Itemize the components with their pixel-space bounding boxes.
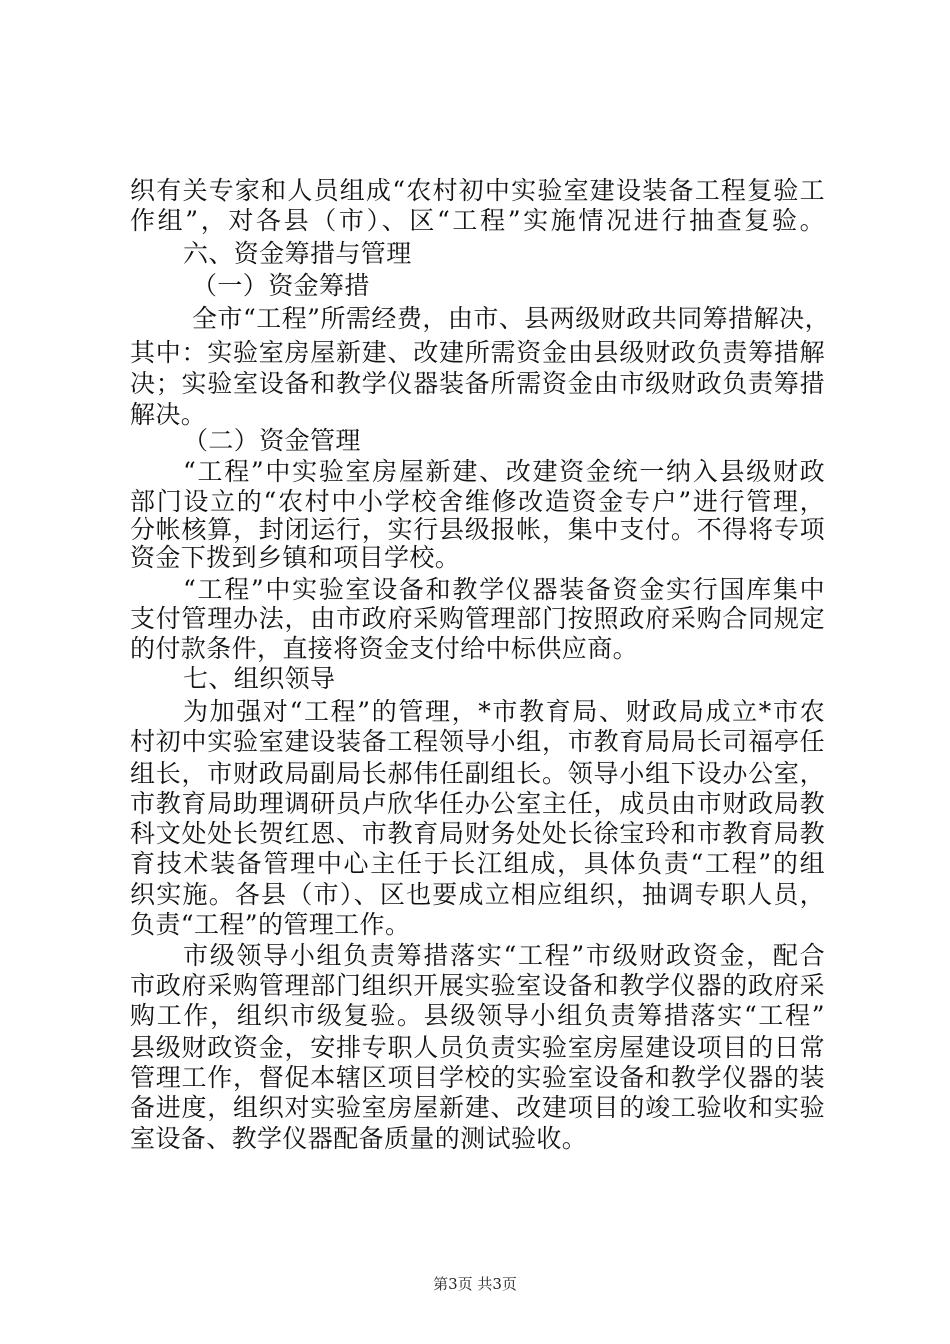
subsection-heading: （二）资金管理: [183, 426, 361, 455]
body-line: 作组”，对各县（市）、区“工程”实施情况进行抽查复验。: [130, 206, 825, 235]
paragraph-first-line: “工程”中实验室房屋新建、改建资金统一纳入县级财政: [183, 457, 825, 486]
section-heading: 六、资金筹措与管理: [183, 239, 412, 268]
body-line: 部门设立的“农村中小学校舍维修改造资金专户”进行管理，: [130, 487, 825, 516]
body-line: 其中：实验室房屋新建、改建所需资金由县级财政负责筹措解: [130, 338, 825, 367]
paragraph-first-line: 全市“工程”所需经费，由市、县两级财政共同筹措解决，: [192, 304, 830, 333]
paragraph-first-line: 市级领导小组负责筹措落实“工程”市级财政资金，配合: [183, 941, 825, 970]
body-line: 市教育局助理调研员卢欣华任办公室主任，成员由市财政局教: [130, 789, 825, 818]
body-line: 备进度，组织对实验室房屋新建、改建项目的竣工验收和实验: [130, 1093, 825, 1122]
paragraph-first-line: “工程”中实验室设备和教学仪器装备资金实行国库集中: [183, 575, 825, 604]
body-line: 分帐核算，封闭运行，实行县级报帐，集中支付。不得将专项: [130, 515, 825, 544]
body-line: 组长，市财政局副局长郝伟任副组长。领导小组下设办公室，: [130, 759, 825, 788]
paragraph-first-line: 为加强对“工程”的管理，*市教育局、财政局成立*市农: [183, 697, 825, 726]
body-line: 解决。: [130, 400, 207, 429]
body-line: 管理工作，督促本辖区项目学校的实验室设备和教学仪器的装: [130, 1063, 825, 1092]
body-line: 的付款条件，直接将资金支付给中标供应商。: [130, 634, 639, 663]
body-line: 负责“工程”的管理工作。: [130, 910, 411, 939]
body-line: 县级财政资金，安排专职人员负责实验室房屋建设项目的日常: [130, 1033, 825, 1062]
section-heading: 七、组织领导: [183, 664, 336, 693]
body-line: 科文处处长贺红恩、市教育局财务处处长徐宝玲和市教育局教: [130, 819, 825, 848]
body-line: 资金下拨到乡镇和项目学校。: [130, 543, 461, 572]
body-line: 决；实验室设备和教学仪器装备所需资金由市级财政负责筹措: [130, 369, 825, 398]
subsection-heading: （一）资金筹措: [192, 271, 370, 300]
body-line: 室设备、教学仪器配备质量的测试验收。: [130, 1124, 588, 1153]
body-line: 市政府采购管理部门组织开展实验室设备和教学仪器的政府采: [130, 971, 825, 1000]
body-line: 织有关专家和人员组成“农村初中实验室建设装备工程复验工: [130, 176, 825, 205]
body-line: 支付管理办法，由市政府采购管理部门按照政府采购合同规定: [130, 604, 825, 633]
page-number-footer: 第3页 共3页: [433, 1275, 517, 1293]
body-line: 购工作，组织市级复验。县级领导小组负责筹措落实“工程”: [130, 1001, 825, 1030]
body-line: 织实施。各县（市）、区也要成立相应组织，抽调专职人员，: [130, 880, 825, 909]
body-line: 村初中实验室建设装备工程领导小组，市教育局局长司福亭任: [130, 727, 825, 756]
body-line: 育技术装备管理中心主任于长江组成，具体负责“工程”的组: [130, 849, 825, 878]
